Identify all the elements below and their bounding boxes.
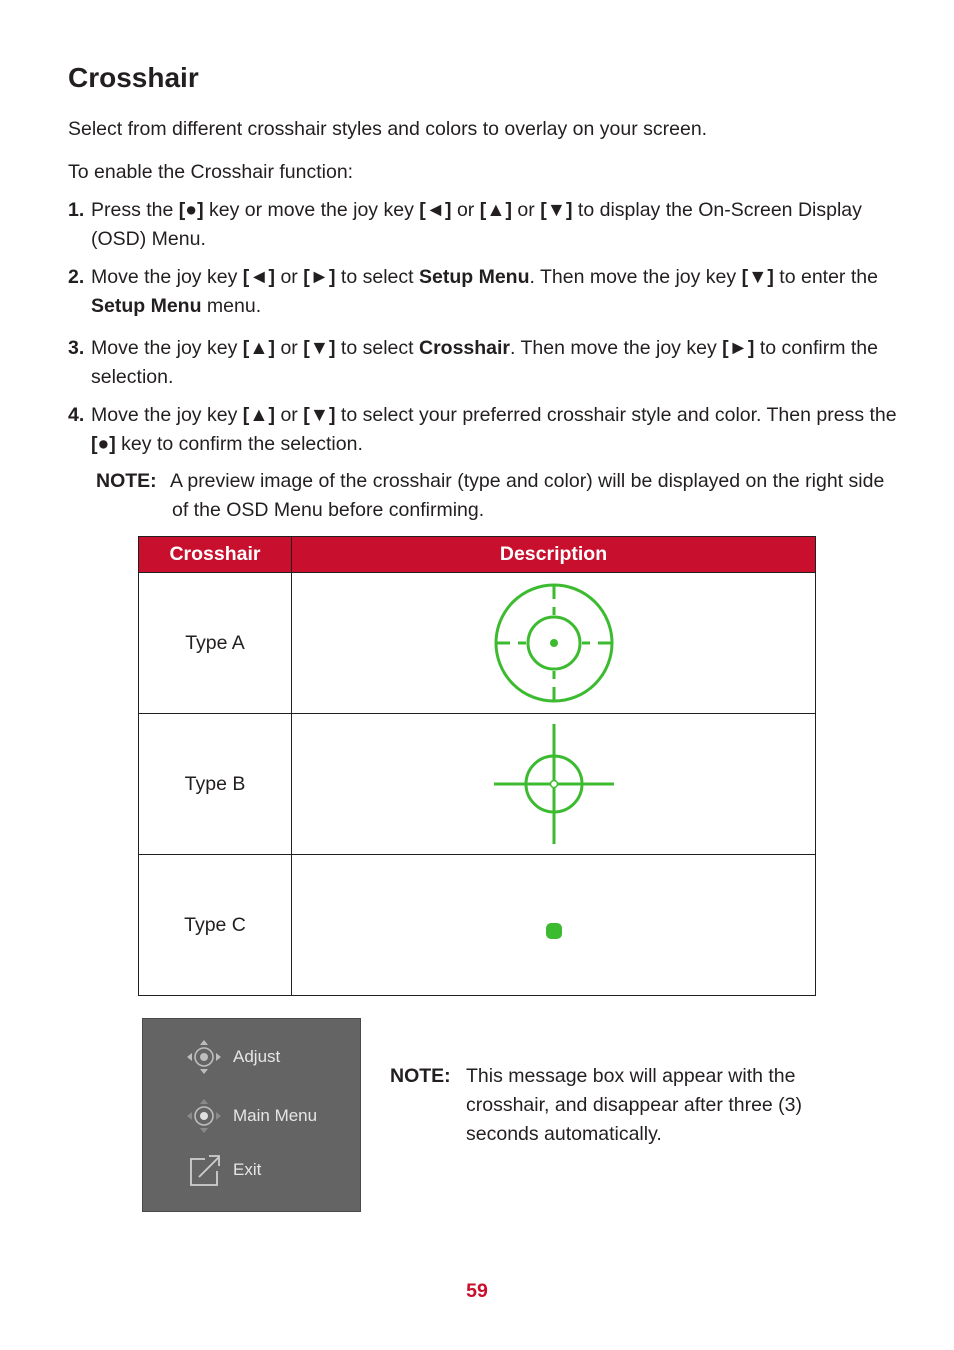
page-title: Crosshair — [68, 62, 199, 93]
bold-text: [▲] — [242, 404, 276, 426]
bold-text: [▲] — [242, 337, 276, 359]
note-preview — [96, 467, 896, 525]
table-row — [139, 573, 816, 714]
note-label: NOTE: — [390, 1065, 451, 1087]
step-3 — [68, 334, 898, 392]
osd-item-label: Adjust — [233, 1047, 281, 1066]
crosshair-type-c-icon — [492, 921, 616, 941]
crosshair-preview — [292, 714, 816, 855]
text-segment: . Then move the joy key — [529, 266, 742, 288]
step-body — [91, 401, 898, 459]
crosshair-name: Type A — [139, 573, 292, 714]
table-row — [139, 714, 816, 855]
text-segment: Press the — [91, 199, 179, 221]
column-header-crosshair: Crosshair — [139, 537, 292, 573]
text-segment: to select — [335, 266, 419, 288]
step-4 — [68, 401, 898, 459]
text-segment: key to confirm the selection. — [115, 433, 363, 455]
column-header-description: Description — [292, 537, 816, 573]
bold-text: [●] — [178, 199, 204, 221]
text-segment: Move the joy key — [91, 404, 243, 426]
bold-text: Setup Menu — [418, 266, 530, 288]
step-number: 3. — [68, 337, 85, 359]
text-segment: to display the On-Screen Display (OSD) Menu. — [91, 199, 862, 250]
step-number: 4. — [68, 404, 85, 426]
table-row — [139, 855, 816, 996]
step-number: 2. — [68, 266, 85, 288]
note-label: NOTE: — [96, 470, 157, 492]
crosshair-preview — [292, 573, 816, 714]
joystick-adjust-icon — [185, 1038, 223, 1076]
bold-text: [▼] — [303, 337, 336, 359]
text-segment: or — [451, 199, 480, 221]
joystick-press-icon — [185, 1097, 223, 1135]
bold-text: [◄] — [242, 266, 276, 288]
bold-text: [►] — [303, 266, 336, 288]
intro-text: Select from different crosshair styles and colors to overlay on your screen. — [68, 118, 708, 140]
step-1 — [68, 196, 898, 254]
text-segment: key or move the joy key — [203, 199, 420, 221]
crosshair-type-b-icon — [492, 722, 616, 846]
step-body — [91, 196, 898, 254]
crosshair-table — [138, 536, 816, 996]
crosshair-type-a-icon — [492, 581, 616, 705]
osd-message-box — [142, 1018, 361, 1212]
enable-label: To enable the Crosshair function: — [68, 161, 354, 183]
osd-item-exit — [185, 1150, 261, 1190]
text-segment: menu. — [201, 295, 262, 317]
crosshair-name: Type C — [139, 855, 292, 996]
note-text: This message box will appear with the crosshair, and disappear after three (3) seconds automatically. — [466, 1065, 803, 1145]
bold-text: Crosshair — [418, 337, 511, 359]
crosshair-preview — [292, 855, 816, 996]
text-segment: Move the joy key — [91, 337, 243, 359]
text-segment: to enter the — [773, 266, 878, 288]
bold-text: [●] — [91, 433, 116, 455]
note-text: A preview image of the crosshair (type and color) will be displayed on the right side of the OSD Menu before confirming. — [170, 470, 885, 521]
osd-item-label: Exit — [233, 1160, 262, 1179]
note-message-box — [390, 1062, 830, 1149]
text-segment: . Then move the joy key — [510, 337, 723, 359]
text-segment: to select your preferred crosshair style and color. Then press the — [335, 404, 897, 426]
bold-text: [►] — [722, 337, 755, 359]
bold-text: [▼] — [303, 404, 336, 426]
text-segment: Move the joy key — [91, 266, 243, 288]
crosshair-name: Type B — [139, 714, 292, 855]
osd-item-main-menu — [185, 1096, 317, 1136]
osd-item-label: Main Menu — [233, 1106, 318, 1125]
text-segment: or — [512, 199, 541, 221]
text-segment: or — [275, 404, 304, 426]
step-2 — [68, 263, 898, 321]
page-number: 59 — [466, 1280, 488, 1302]
bold-text: Setup Menu — [91, 295, 202, 317]
bold-text: [◄] — [419, 199, 452, 221]
text-segment: to confirm the selection. — [91, 337, 878, 388]
osd-item-adjust — [185, 1037, 280, 1077]
table-header-row — [139, 537, 816, 573]
step-number: 1. — [68, 199, 85, 221]
step-body — [91, 334, 898, 392]
bold-text: [▼] — [741, 266, 774, 288]
step-body — [91, 263, 898, 321]
text-segment: or — [275, 337, 304, 359]
text-segment: to select — [335, 337, 419, 359]
bold-text: [▲] — [479, 199, 513, 221]
exit-icon — [185, 1151, 223, 1189]
bold-text: [▼] — [540, 199, 573, 221]
text-segment: or — [275, 266, 304, 288]
